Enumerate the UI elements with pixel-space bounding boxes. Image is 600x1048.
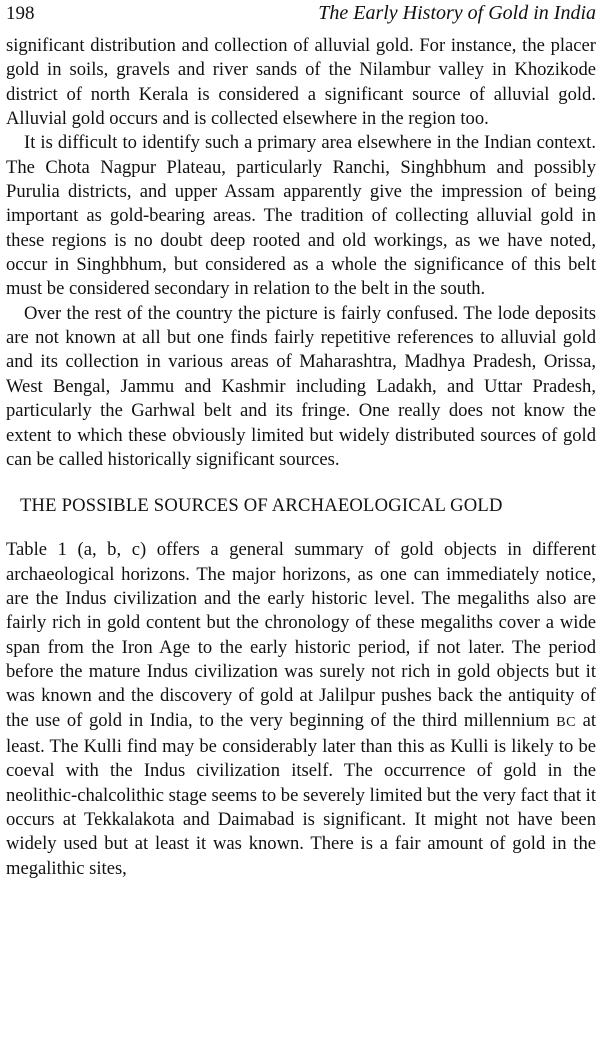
paragraph-text-part-2: at least. The Kulli find may be considerably later than this as Kulli is likely to be coeval with the Indus civilization itself. The occurrence of gold in the neolithic-chalcolithic stage seems to be severely limited but the very fact that it occurs at Tekkalakota and Daimabad is significant. It might not have been widely used but at least it was known. There is a fair amount of gold in the megalithic sites, — [6, 709, 597, 879]
page-number: 198 — [6, 3, 35, 24]
page-header — [6, 0, 596, 34]
paragraph-continued: significant distribution and collection of alluvial gold. For instance, the placer gold in soils, gravels and river sands of the Nilambur valley in Khozikode district of north Kerala is considered a significant source of alluvial gold. Alluvial gold occurs and is collected elsewhere in the region too. — [6, 35, 596, 130]
running-title: The Early History of Gold in India — [318, 2, 596, 24]
paragraph-text-part-1: Table 1 (a, b, c) offers a general summary of gold objects in different archaeological horizons. The major horizons, as one can immediately notice, are the Indus civilization and the early historic level. The megaliths also are fairly rich in gold content but the chronology of these megaliths cover a wide span from the Iron Age to the early historic period, if not later. The period before the mature Indus civilization was surely not rich in gold objects but it was known and the discovery of gold at Jalilpur pushes back the antiquity of the use of gold in India, to the very beginning of the third millennium — [6, 539, 596, 731]
bc-smallcaps: BC — [556, 714, 576, 730]
section-heading: THE POSSIBLE SOURCES OF ARCHAEOLOGICAL GOLD — [20, 495, 503, 517]
paragraph-rest-of-country: Over the rest of the country the picture is fairly confused. The lode deposits are not known at all but one finds fairly repetitive references to alluvial gold and its collection in various areas of Maharashtra, Madhya Pradesh, Orissa, West Bengal, Jammu and Kashmir including Ladakh, and Uttar Pradesh, particularly the Garhwal belt and its fringe. One really does not know the extent to which these obviously limited but widely distributed sources of gold can be called historically significant sources. — [6, 302, 596, 470]
paragraph-chota-nagpur: It is difficult to identify such a primary area elsewhere in the Indian context. The Chota Nagpur Plateau, particularly Ranchi, Singhbhum and possibly Purulia districts, and upper Assam apparently give the impression of being important as gold-bearing areas. The tradition of collecting alluvial gold in these regions is no doubt deep rooted and old workings, as we have noted, occur in Singhbhum, but considered as a whole the significance of this belt must be considered secondary in relation to the belt in the south. — [6, 132, 596, 300]
paragraph-table-summary — [6, 538, 596, 881]
